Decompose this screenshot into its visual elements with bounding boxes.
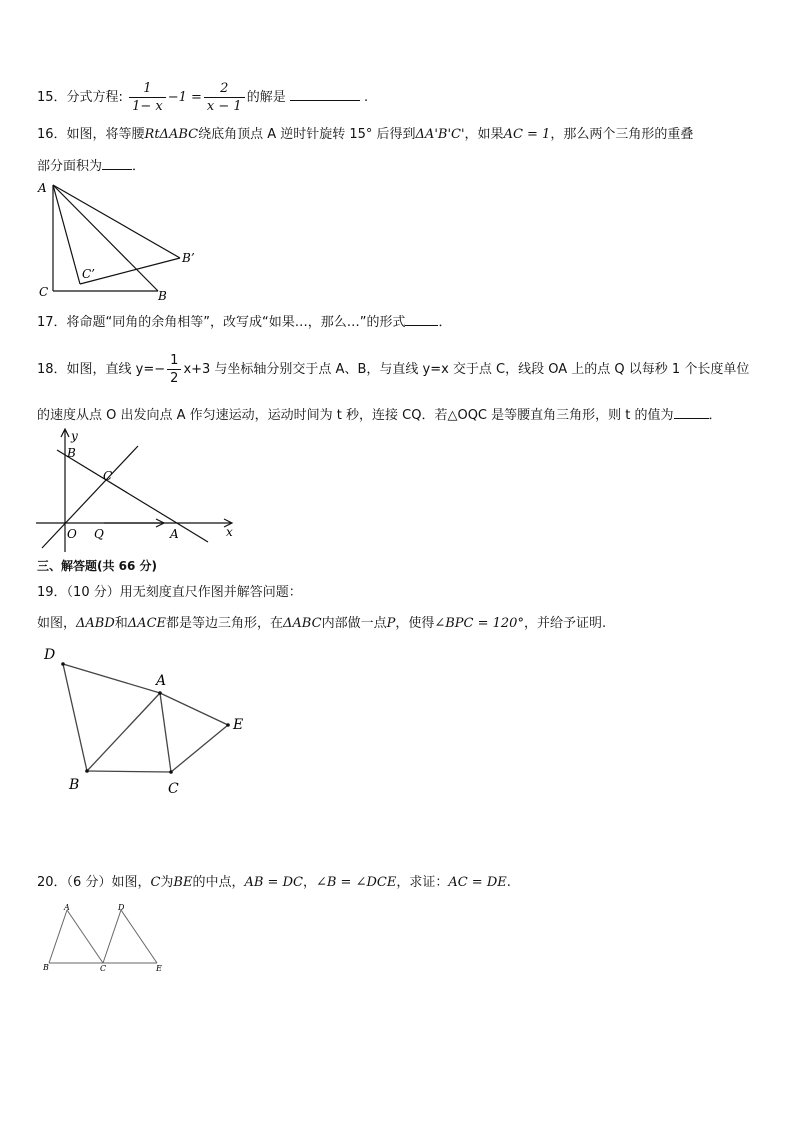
label-A: A xyxy=(38,181,47,195)
q15-label: 15．分式方程: xyxy=(37,90,123,105)
figure-q20-two-triangles xyxy=(38,902,168,976)
section-heading: 三、解答题(共 66 分) xyxy=(37,559,158,573)
figure-q19-equilateral-triangles xyxy=(36,642,261,802)
answer-blank[interactable] xyxy=(405,313,438,326)
question-19: 如图，ΔABD和ΔACE都是等边三角形，在ΔABC内部做一点P，使得∠BPC = 120°，并给予证明. xyxy=(37,616,607,631)
question-17: 17．将命题“同角的余角相等”，改写成“如果…，那么…”的形式 ． xyxy=(37,315,452,330)
label-B: B xyxy=(158,289,167,302)
answer-blank[interactable] xyxy=(674,406,709,419)
segment-AB xyxy=(87,693,160,771)
question-16-line-2: 部分面积为 ． xyxy=(37,159,146,174)
segment-AB-prime xyxy=(53,185,180,258)
question-18: 18．如图，直线 y=− $\frac{1}{2}$ x+3 与坐标轴分别交于点 A、B，与直线 y=x 交于点 C，线段 OA 上的点 Q 以每秒 1 个长度单位 xyxy=(37,353,750,386)
label-C-prime: C’ xyxy=(82,267,95,281)
segment-CE xyxy=(171,725,228,772)
point-B xyxy=(85,769,89,773)
segment-AC-prime xyxy=(53,185,80,284)
label-C: C xyxy=(168,781,179,797)
label-Q: Q xyxy=(94,527,104,541)
label-A: A xyxy=(156,673,167,689)
label-A: A xyxy=(170,527,179,541)
segment-AB xyxy=(49,910,67,963)
answer-blank[interactable] xyxy=(290,88,360,101)
label-A: A xyxy=(64,903,70,912)
label-B-prime: B’ xyxy=(182,251,195,265)
label-O: O xyxy=(67,527,77,541)
label-C: C xyxy=(103,469,113,483)
segment-AE xyxy=(160,693,228,725)
segment-DC xyxy=(103,910,121,963)
point-A xyxy=(158,691,162,695)
figure-q18-coordinate-plane xyxy=(36,428,236,554)
segment-AC xyxy=(160,693,171,772)
q15-fraction-1: $\frac{1}{1- x}$ xyxy=(129,80,166,115)
segment-BC xyxy=(87,771,171,772)
label-B: B xyxy=(69,777,80,793)
line-AB xyxy=(57,450,208,542)
segment-DA xyxy=(63,664,160,693)
segment-DE xyxy=(121,910,157,963)
label-B: B xyxy=(67,446,76,460)
question-19-heading: 19．（10 分）用无刻度直尺作图并解答问题： xyxy=(37,585,302,600)
label-D: D xyxy=(118,903,125,912)
label-E: E xyxy=(156,964,162,973)
point-E xyxy=(226,723,230,727)
segment-AC xyxy=(67,910,103,963)
question-20: 20．（6 分）如图，C为BE的中点，AB = DC，∠B = ∠DCE，求证：AC = DE. xyxy=(37,875,511,890)
label-B: B xyxy=(43,963,49,972)
line-y-equals-x xyxy=(42,446,138,548)
label-C: C xyxy=(39,285,49,299)
segment-DB xyxy=(63,664,87,771)
label-E: E xyxy=(233,717,244,733)
question-16: 16．如图，将等腰RtΔABC绕底角顶点 A 逆时针旋转 15° 后得到ΔA'B'C'，如果AC = 1，那么两个三角形的重叠 xyxy=(37,127,694,142)
point-D xyxy=(61,662,65,666)
point-C xyxy=(169,770,173,774)
q18-fraction: $\frac{1}{2}$ xyxy=(167,352,181,387)
label-x: x xyxy=(226,525,233,539)
label-D: D xyxy=(44,647,56,663)
segment-AB xyxy=(53,185,158,291)
question-18-line-2: 的速度从点 O 出发向点 A 作匀速运动，运动时间为 t 秒，连接 CQ．若△OQC 是等腰直角三角形，则 t 的值为 ． xyxy=(37,408,722,423)
label-y: y xyxy=(71,429,78,443)
q15-fraction-2: $\frac{2}{x - 1}$ xyxy=(204,80,245,115)
label-C: C xyxy=(100,964,107,973)
figure-q16-rotated-triangles xyxy=(30,178,210,302)
answer-blank[interactable] xyxy=(102,157,132,170)
question-15: 15．分式方程: $\frac{1}{1- x}$ −1 = $\frac{2}{x - 1}$ 的解是 . xyxy=(37,81,369,114)
